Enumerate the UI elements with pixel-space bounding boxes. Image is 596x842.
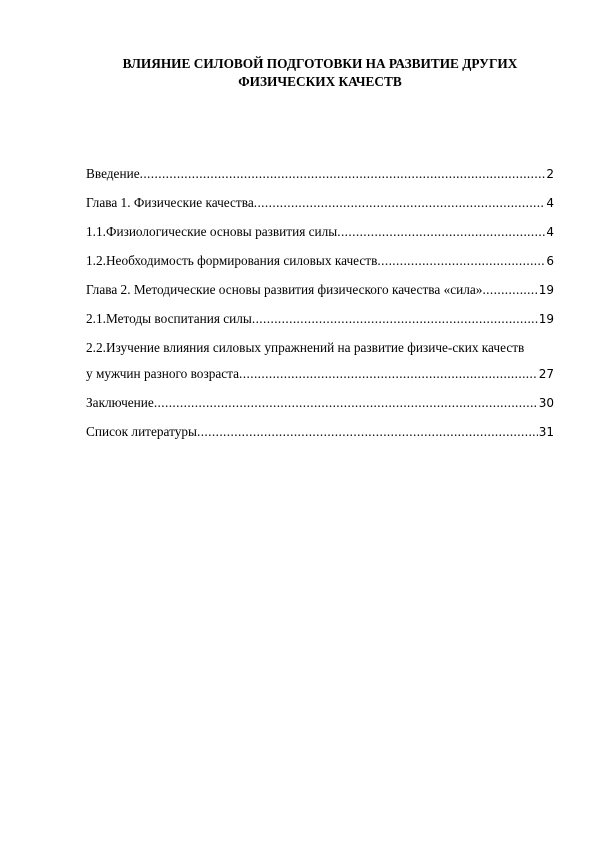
toc-dot-leader [254, 192, 546, 214]
table-of-contents [86, 163, 554, 450]
toc-page-number: 6 [546, 254, 554, 268]
toc-dot-leader [252, 308, 538, 330]
toc-page-number: 4 [546, 196, 554, 210]
toc-page-number: 30 [538, 396, 554, 410]
toc-entry-text: 1.1.Физиологические основы развития силы [86, 224, 338, 239]
toc-dot-leader [377, 250, 545, 272]
toc-entry-section-2-1[interactable] [86, 308, 554, 330]
toc-entry-text: Заключение [86, 395, 154, 410]
toc-dot-leader [482, 279, 537, 301]
toc-entry-text: Глава 2. Методические основы развития физического качества «сила» [86, 282, 483, 297]
toc-entry-chapter-2[interactable] [86, 279, 554, 301]
toc-entry-section-1-1[interactable] [86, 221, 554, 243]
toc-entry-text-line-1: 2.2.Изучение влияния силовых упражнений на развитие физиче-ских качеств [86, 340, 525, 355]
toc-entry-section-2-2[interactable] [86, 337, 554, 385]
toc-page-number: 31 [538, 425, 554, 439]
toc-entry-conclusion[interactable] [86, 392, 554, 414]
toc-dot-leader [140, 163, 546, 185]
toc-page-number: 27 [538, 367, 554, 381]
toc-dot-leader [337, 221, 545, 243]
toc-entry-text: Введение [86, 166, 140, 181]
toc-page-number: 4 [546, 225, 554, 239]
title-line-2: ФИЗИЧЕСКИХ КАЧЕСТВ [238, 74, 402, 89]
toc-entry-chapter-1[interactable] [86, 192, 554, 214]
toc-page-number: 19 [538, 283, 554, 297]
toc-page-number: 19 [538, 312, 554, 326]
toc-entry-introduction[interactable] [86, 163, 554, 185]
toc-dot-leader [197, 421, 538, 443]
toc-entry-section-1-2[interactable] [86, 250, 554, 272]
toc-dot-leader [239, 363, 538, 385]
toc-entry-text: у мужчин разного возраста [86, 366, 240, 381]
toc-entry-text: 2.1.Методы воспитания силы [86, 311, 252, 326]
toc-dot-leader [154, 392, 538, 414]
title-line-1: ВЛИЯНИЕ СИЛОВОЙ ПОДГОТОВКИ НА РАЗВИТИЕ ДРУГИХ [122, 56, 518, 71]
toc-entry-text: Глава 1. Физические качества [86, 195, 254, 210]
document-title [60, 55, 580, 91]
toc-entry-text: 1.2.Необходимость формирования силовых качеств [86, 253, 378, 268]
toc-page-number: 2 [546, 167, 554, 181]
toc-entry-references[interactable] [86, 421, 554, 443]
toc-entry-text: Список литературы [86, 424, 197, 439]
